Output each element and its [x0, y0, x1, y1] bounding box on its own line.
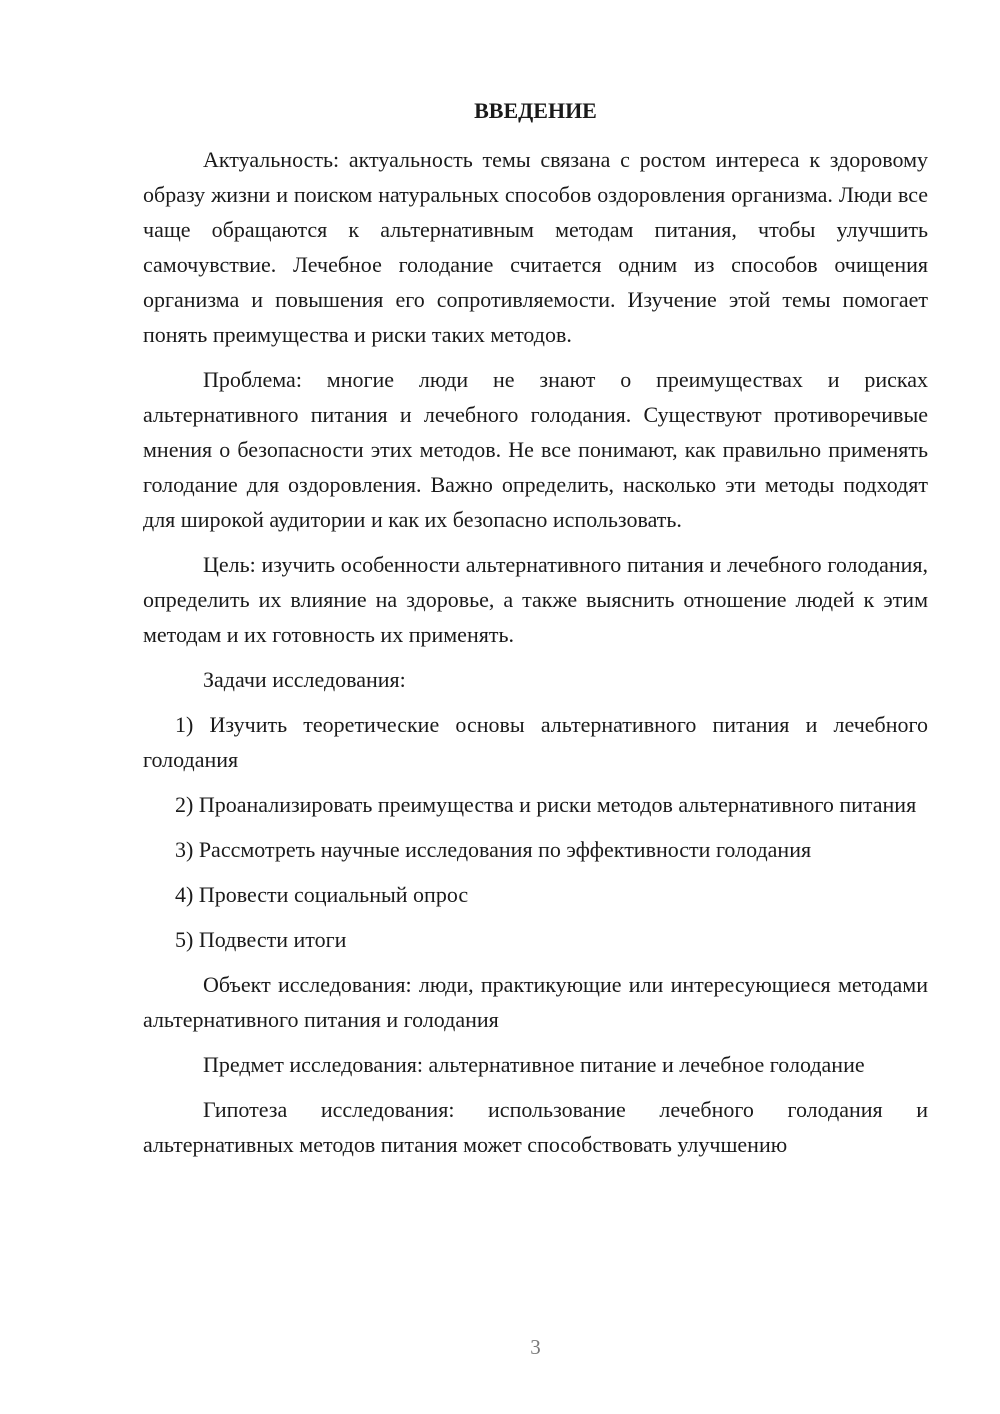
page-number: 3	[530, 1335, 541, 1359]
task-item: 4) Провести социальный опрос	[175, 882, 469, 907]
document-page	[143, 0, 928, 1414]
page-title: ВВЕДЕНИЕ	[474, 98, 597, 123]
task-item: 1) Изучить теоретические основы альтернативного питания и лечебного голодания	[143, 712, 928, 772]
goal-paragraph: Цель: изучить особенности альтернативного питания и лечебного голодания, определить их влияние на здоровье, а также выяснить отношение людей к этим методам и их готовность их применять.	[143, 552, 928, 647]
object-paragraph: Объект исследования: люди, практикующие или интересующиеся методами альтернативного питания и голодания	[143, 972, 928, 1032]
document-body	[143, 142, 928, 1172]
task-item: 3) Рассмотреть научные исследования по эффективности голодания	[175, 837, 812, 862]
problem-paragraph: Проблема: многие люди не знают о преимуществах и рисках альтернативного питания и лечебного голодания. Существуют противоречивые мнения о безопасности этих методов. Не все понимают, как правильно применять голодание для оздоровления. Важно определить, насколько эти методы подходят для широкой аудитории и как их безопасно использовать.	[143, 367, 928, 532]
task-item: 5) Подвести итоги	[175, 927, 347, 952]
subject-paragraph: Предмет исследования: альтернативное питание и лечебное голодание	[203, 1052, 865, 1077]
tasks-heading: Задачи исследования:	[203, 667, 406, 692]
task-item: 2) Проанализировать преимущества и риски методов альтернативного питания	[175, 792, 917, 817]
hypothesis-paragraph: Гипотеза исследования: использование лечебного голодания и альтернативных методов питания может способствовать улучшению	[143, 1097, 928, 1157]
relevance-paragraph: Актуальность: актуальность темы связана с ростом интереса к здоровому образу жизни и поиском натуральных способов оздоровления организма. Люди все чаще обращаются к альтернативным методам питания, чтобы улучшить самочувствие. Лечебное голодание считается одним из способов очищения организма и повышения его сопротивляемости. Изучение этой темы помогает понять преимущества и риски таких методов.	[143, 147, 928, 347]
